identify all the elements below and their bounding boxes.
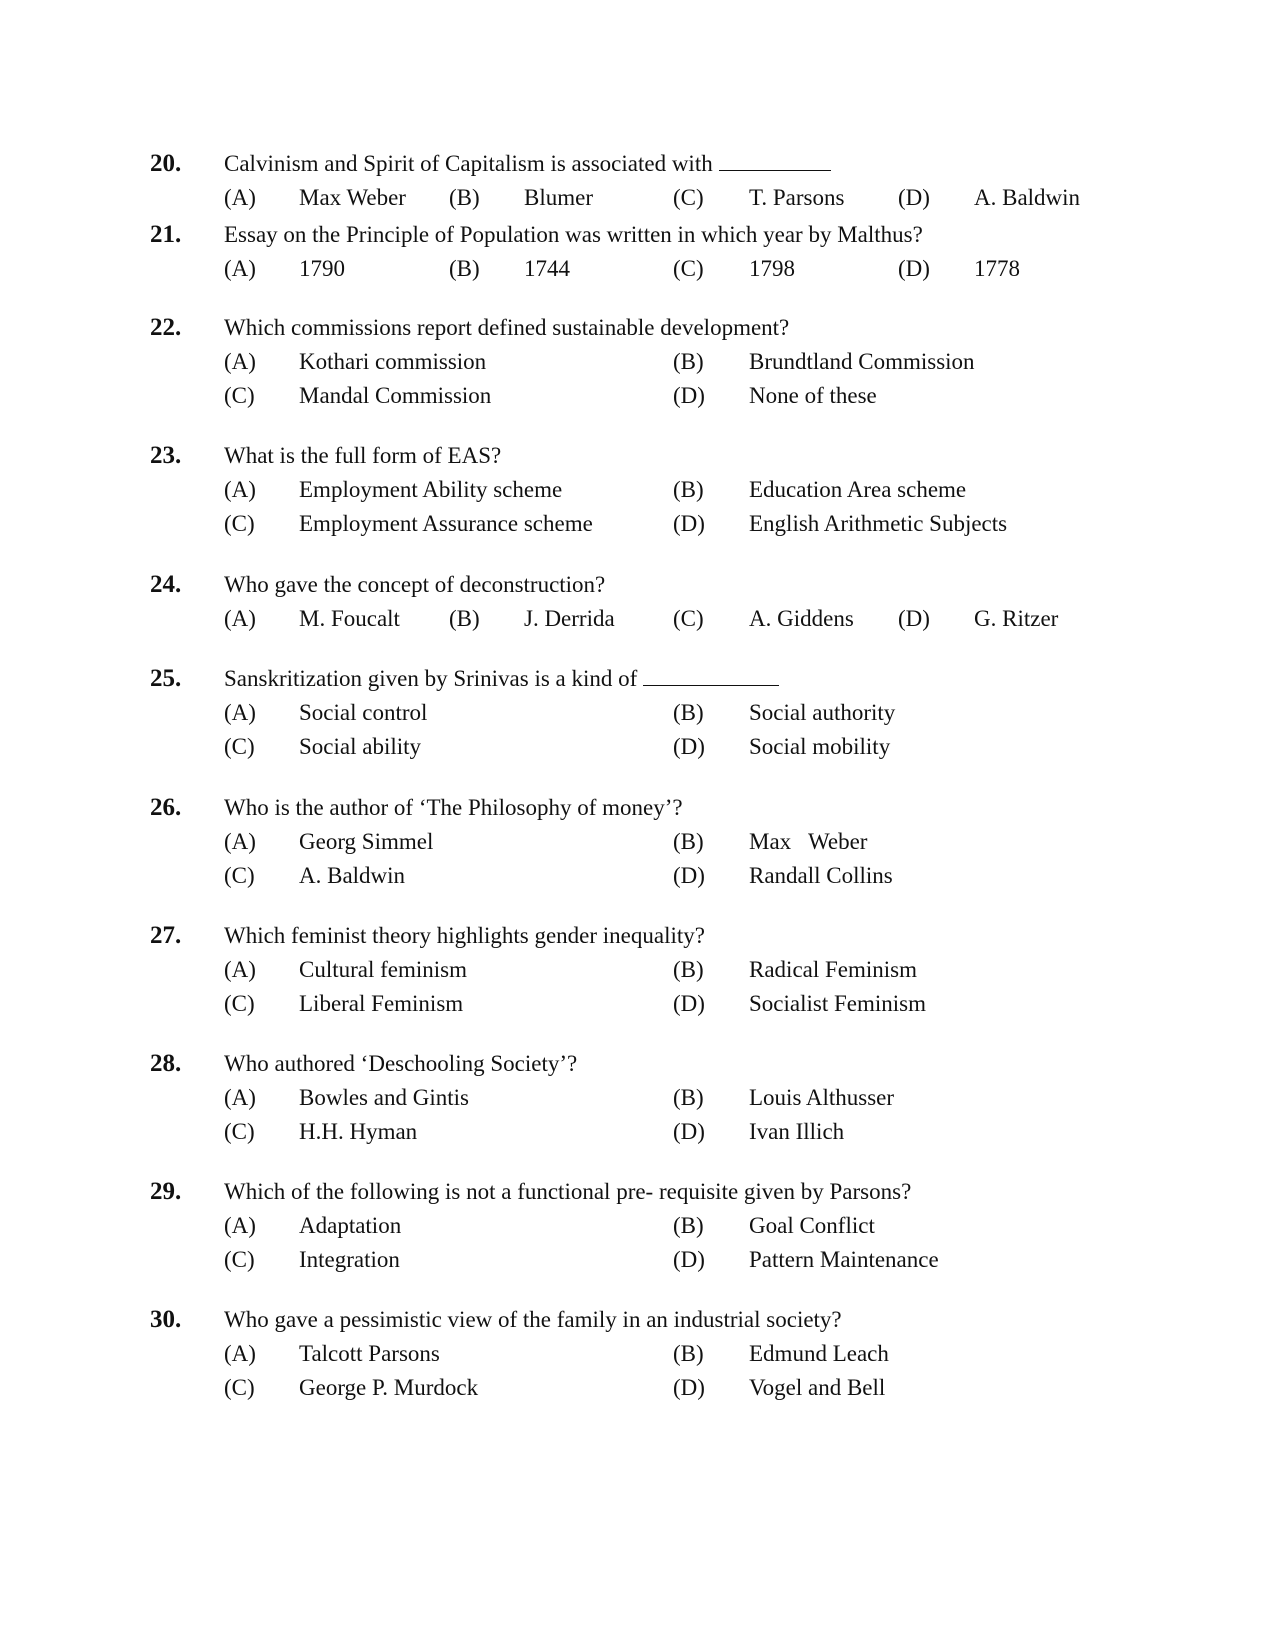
question-number: 24. (150, 571, 182, 598)
question-number: 28. (150, 1050, 182, 1077)
option-c-text: Social ability (299, 734, 422, 759)
question-text: Who authored ‘Deschooling Society’? (224, 1051, 578, 1076)
option-b-label: (B) (673, 1213, 704, 1238)
option-a-text: Cultural feminism (299, 957, 468, 982)
option-a-label: (A) (224, 1213, 256, 1238)
question-text: Sanskritization given by Srinivas is a kind of (224, 663, 779, 695)
option-b-text: J. Derrida (524, 606, 615, 631)
question-text: Who is the author of ‘The Philosophy of money’? (224, 795, 683, 820)
question-number: 25. (150, 665, 182, 692)
option-b-text: Louis Althusser (749, 1085, 895, 1110)
option-a-text: M. Foucalt (299, 606, 400, 631)
option-b-text: Brundtland Commission (749, 349, 975, 374)
option-a-text: Talcott Parsons (299, 1341, 440, 1366)
option-b-text: Education Area scheme (749, 477, 967, 502)
question-text: Which of the following is not a functional pre- requisite given by Parsons? (224, 1179, 912, 1204)
question-number: 26. (150, 794, 182, 821)
option-c-label: (C) (673, 606, 704, 631)
option-row (0, 1372, 1275, 1404)
option-d-text: English Arithmetic Subjects (749, 511, 1008, 536)
option-c-text: A. Giddens (749, 606, 854, 631)
option-c-text: Liberal Feminism (299, 991, 464, 1016)
option-c-label: (C) (224, 991, 255, 1016)
option-b-label: (B) (449, 256, 480, 281)
option-c-text: H.H. Hyman (299, 1119, 418, 1144)
option-d-text: A. Baldwin (974, 185, 1081, 210)
option-a-text: 1790 (299, 256, 345, 281)
option-b-text: Max Weber (749, 829, 868, 854)
option-d-label: (D) (673, 383, 705, 408)
option-row (0, 508, 1275, 540)
option-c-label: (C) (224, 734, 255, 759)
option-d-label: (D) (673, 863, 705, 888)
option-a-label: (A) (224, 1341, 256, 1366)
question-text: Which commissions report defined sustainable development? (224, 315, 790, 340)
option-b-label: (B) (673, 957, 704, 982)
option-d-label: (D) (673, 1119, 705, 1144)
answer-blank (719, 148, 831, 171)
option-row (0, 474, 1275, 506)
option-a-label: (A) (224, 606, 256, 631)
option-b-text: 1744 (524, 256, 570, 281)
question-number: 30. (150, 1306, 182, 1333)
option-b-text: Edmund Leach (749, 1341, 889, 1366)
question-text: Which feminist theory highlights gender inequality? (224, 923, 705, 948)
option-c-text: Employment Assurance scheme (299, 511, 593, 536)
option-row (0, 731, 1275, 763)
option-c-label: (C) (673, 256, 704, 281)
option-b-label: (B) (673, 1341, 704, 1366)
option-b-text: Blumer (524, 185, 593, 210)
option-b-label: (B) (673, 477, 704, 502)
option-d-text: G. Ritzer (974, 606, 1059, 631)
option-row (0, 1116, 1275, 1148)
option-d-label: (D) (673, 991, 705, 1016)
option-c-label: (C) (224, 1247, 255, 1272)
option-d-text: Vogel and Bell (749, 1375, 886, 1400)
option-c-label: (C) (673, 185, 704, 210)
option-d-label: (D) (898, 185, 930, 210)
option-b-label: (B) (673, 700, 704, 725)
option-row (0, 697, 1275, 729)
option-a-text: Kothari commission (299, 349, 487, 374)
question-text: Essay on the Principle of Population was written in which year by Malthus? (224, 222, 923, 247)
option-row (0, 1338, 1275, 1370)
question-number: 20. (150, 150, 182, 177)
option-c-label: (C) (224, 1119, 255, 1144)
option-row (0, 182, 1275, 214)
option-a-label: (A) (224, 957, 256, 982)
option-a-label: (A) (224, 477, 256, 502)
question-number: 29. (150, 1178, 182, 1205)
option-a-label: (A) (224, 349, 256, 374)
question-number: 27. (150, 922, 182, 949)
option-a-text: Bowles and Gintis (299, 1085, 469, 1110)
answer-blank (643, 663, 779, 686)
option-a-text: Employment Ability scheme (299, 477, 563, 502)
option-b-label: (B) (673, 349, 704, 374)
option-c-label: (C) (224, 511, 255, 536)
option-d-text: Ivan Illich (749, 1119, 845, 1144)
option-b-text: Goal Conflict (749, 1213, 875, 1238)
option-a-label: (A) (224, 1085, 256, 1110)
option-row (0, 954, 1275, 986)
question-text: Who gave a pessimistic view of the family in an industrial society? (224, 1307, 842, 1332)
question-number: 23. (150, 442, 182, 469)
option-row (0, 253, 1275, 285)
option-a-label: (A) (224, 829, 256, 854)
option-row (0, 380, 1275, 412)
option-b-label: (B) (449, 606, 480, 631)
option-d-text: Pattern Maintenance (749, 1247, 939, 1272)
option-c-text: T. Parsons (749, 185, 845, 210)
option-c-label: (C) (224, 383, 255, 408)
option-a-label: (A) (224, 185, 256, 210)
question-number: 21. (150, 221, 182, 248)
option-row (0, 860, 1275, 892)
option-b-label: (B) (673, 829, 704, 854)
option-d-label: (D) (673, 734, 705, 759)
option-d-text: 1778 (974, 256, 1020, 281)
option-d-text: Socialist Feminism (749, 991, 926, 1016)
option-d-label: (D) (673, 511, 705, 536)
option-c-label: (C) (224, 863, 255, 888)
option-c-text: A. Baldwin (299, 863, 406, 888)
option-c-text: 1798 (749, 256, 795, 281)
option-d-label: (D) (673, 1247, 705, 1272)
question-text: Who gave the concept of deconstruction? (224, 572, 606, 597)
option-b-label: (B) (673, 1085, 704, 1110)
option-d-label: (D) (898, 256, 930, 281)
option-b-text: Social authority (749, 700, 896, 725)
option-d-label: (D) (898, 606, 930, 631)
option-d-label: (D) (673, 1375, 705, 1400)
option-c-text: George P. Murdock (299, 1375, 479, 1400)
option-row (0, 1082, 1275, 1114)
option-row (0, 603, 1275, 635)
option-row (0, 1244, 1275, 1276)
option-c-label: (C) (224, 1375, 255, 1400)
option-b-text: Radical Feminism (749, 957, 918, 982)
question-text: Calvinism and Spirit of Capitalism is associated with (224, 148, 831, 180)
option-a-label: (A) (224, 256, 256, 281)
option-a-text: Max Weber (299, 185, 406, 210)
option-a-label: (A) (224, 700, 256, 725)
option-c-text: Mandal Commission (299, 383, 492, 408)
option-d-text: Randall Collins (749, 863, 893, 888)
option-a-text: Social control (299, 700, 428, 725)
option-row (0, 346, 1275, 378)
question-text: What is the full form of EAS? (224, 443, 502, 468)
option-d-text: Social mobility (749, 734, 891, 759)
option-a-text: Georg Simmel (299, 829, 434, 854)
option-d-text: None of these (749, 383, 877, 408)
option-b-label: (B) (449, 185, 480, 210)
option-row (0, 826, 1275, 858)
option-c-text: Integration (299, 1247, 400, 1272)
question-number: 22. (150, 314, 182, 341)
option-row (0, 988, 1275, 1020)
option-a-text: Adaptation (299, 1213, 402, 1238)
option-row (0, 1210, 1275, 1242)
